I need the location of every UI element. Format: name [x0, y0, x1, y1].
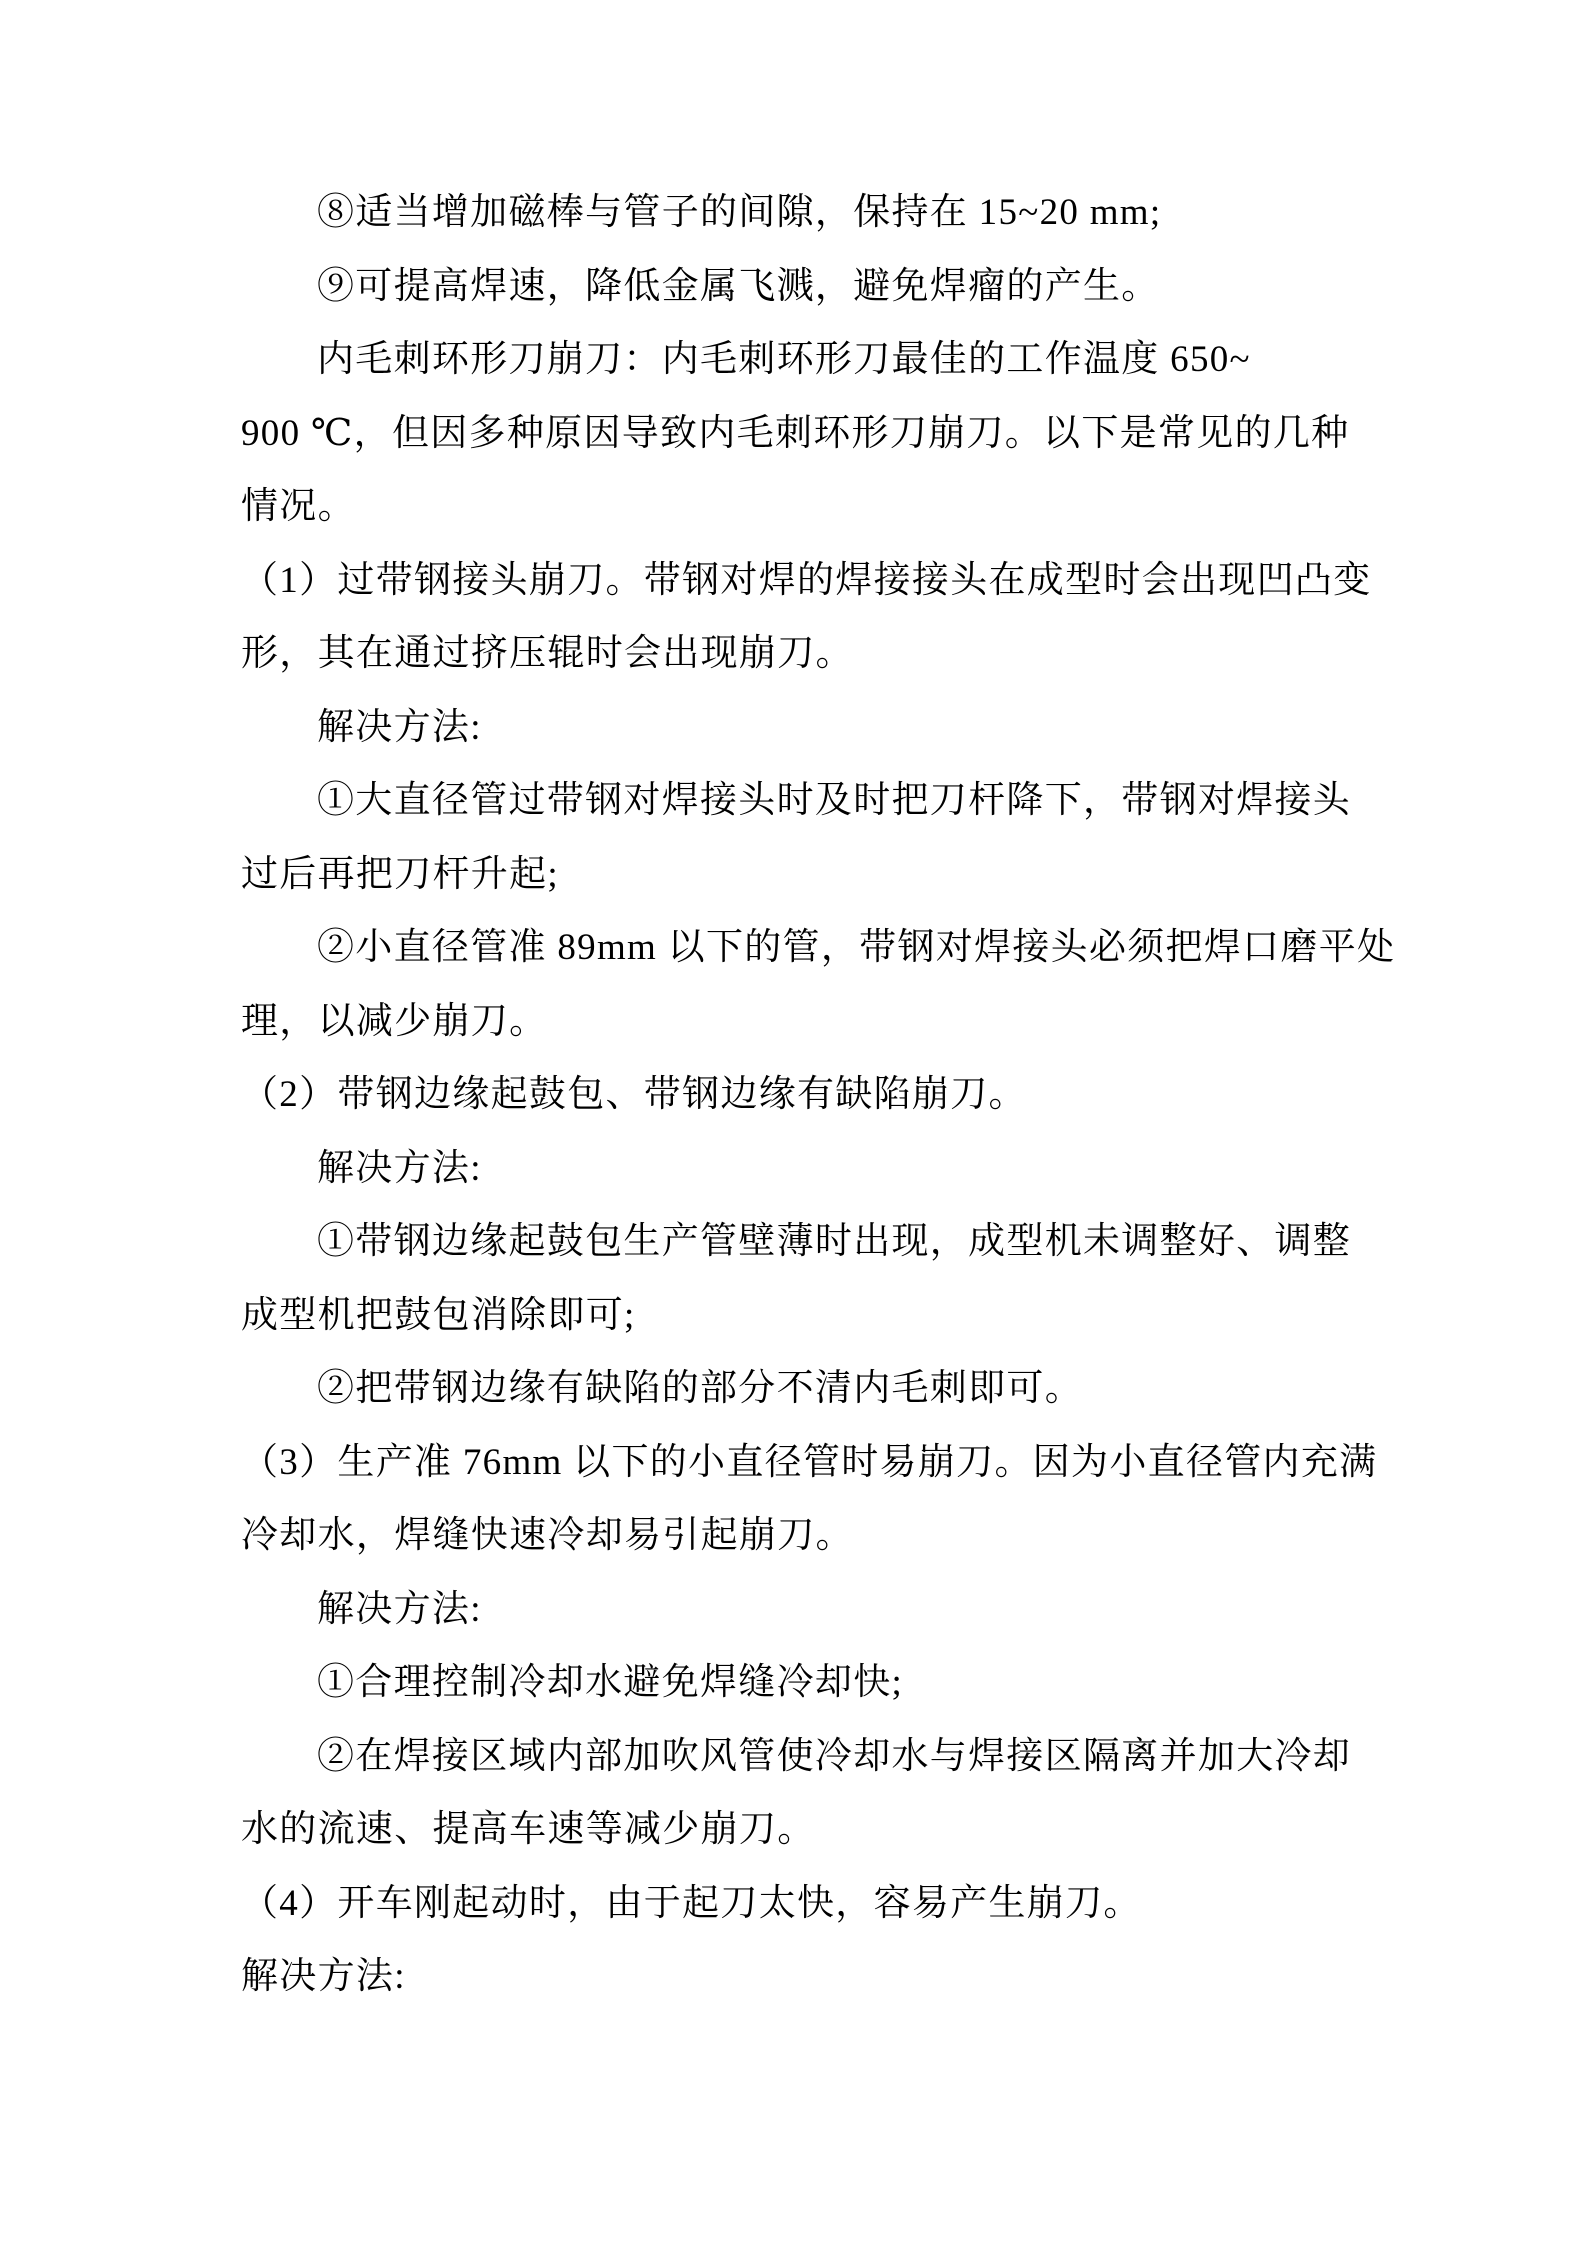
text-line: 情况。: [241, 486, 356, 527]
document-body: [241, 176, 1396, 2014]
text-line: （3）生产准 76mm 以下的小直径管时易崩刀。因为小直径管内充满: [241, 1441, 1378, 1483]
text-line: （2）带钢边缘起鼓包、带钢边缘有缺陷崩刀。: [241, 1074, 1027, 1115]
text-line: 解决方法:: [241, 1956, 406, 1997]
text-line: （1）过带钢接头崩刀。带钢对焊的焊接接头在成型时会出现凹凸变: [241, 559, 1372, 601]
text-line: 形，其在通过挤压辊时会出现崩刀。: [241, 633, 854, 674]
text-line: 水的流速、提高车速等减少崩刀。: [241, 1809, 816, 1850]
text-line: ⑧适当增加磁棒与管子的间隙，保持在 15~20 mm;: [317, 192, 1162, 233]
text-line: ②小直径管准 89mm 以下的管，带钢对焊接头必须把焊口磨平处: [317, 927, 1396, 968]
text-line: 成型机把鼓包消除即可;: [241, 1294, 636, 1336]
text-line: 内毛刺环形刀崩刀：内毛刺环形刀最佳的工作温度 650~: [317, 339, 1251, 380]
text-line: ⑨可提高焊速，降低金属飞溅，避免焊瘤的产生。: [317, 265, 1160, 307]
text-line: ②把带钢边缘有缺陷的部分不清内毛刺即可。: [317, 1368, 1083, 1409]
text-line: ②在焊接区域内部加吹风管使冷却水与焊接区隔离并加大冷却: [317, 1735, 1352, 1777]
text-line: 解决方法:: [317, 1147, 482, 1189]
text-line: 过后再把刀杆升起;: [241, 853, 559, 895]
text-line: 理，以减少崩刀。: [241, 1000, 548, 1042]
text-line: 冷却水，焊缝快速冷却易引起崩刀。: [241, 1515, 854, 1556]
text-line: ①带钢边缘起鼓包生产管壁薄时出现，成型机未调整好、调整: [317, 1221, 1352, 1262]
text-line: 解决方法:: [317, 706, 482, 748]
text-line: 解决方法:: [317, 1588, 482, 1630]
text-line: ①大直径管过带钢对焊接头时及时把刀杆降下，带钢对焊接头: [317, 780, 1352, 821]
text-line: ①合理控制冷却水避免焊缝冷却快;: [317, 1662, 904, 1703]
text-line: （4）开车刚起动时，由于起刀太快，容易产生崩刀。: [241, 1882, 1142, 1924]
text-line: 900 ℃，但因多种原因导致内毛刺环形刀崩刀。以下是常见的几种: [241, 412, 1350, 454]
